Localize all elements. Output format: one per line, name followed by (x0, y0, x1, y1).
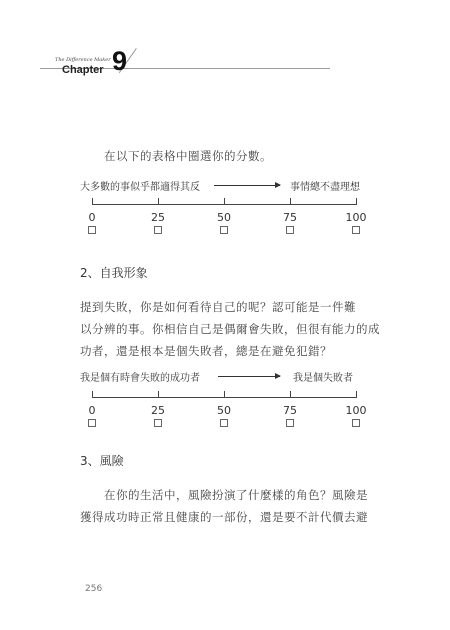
scale2-tick (356, 391, 357, 397)
scale2-checkbox-75[interactable] (286, 419, 294, 427)
scale1-tick (92, 198, 93, 204)
scale1-line (92, 204, 357, 205)
scale2-tick-label: 0 (88, 404, 96, 417)
scale1-tick-label: 75 (283, 211, 297, 224)
scale2-line (92, 397, 357, 398)
scale2-tick (158, 391, 159, 397)
scale2-tick-label: 100 (345, 404, 367, 417)
scale2-tick-label: 50 (217, 404, 231, 417)
scale1-tick (224, 198, 225, 204)
section3-line-2: 獲得成功時正常且健康的一部份，還是要不計代價去避 (80, 510, 368, 524)
section2-line-1: 提到失敗，你是如何看待自己的呢？認可能是一件難 (80, 300, 356, 314)
scale2-tick (224, 391, 225, 397)
scale1-checkbox-75[interactable] (286, 226, 294, 234)
scale2-checkbox-50[interactable] (220, 419, 228, 427)
page-number: 256 (85, 584, 103, 594)
scale1-left-label: 大多數的事似乎都適得其反 (80, 182, 200, 193)
section2-line-2: 以分辨的事。你相信自己是偶爾會失敗，但很有能力的成 (80, 322, 380, 336)
scale1-tick-label: 0 (88, 211, 96, 224)
scale2-checkbox-0[interactable] (88, 419, 96, 427)
scale2-checkbox-100[interactable] (352, 419, 360, 427)
scale1-tick (356, 198, 357, 204)
intro-text: 在以下的表格中圈選你的分數。 (104, 149, 272, 163)
scale2-tick (290, 391, 291, 397)
section2-line-3: 功者，還是根本是個失敗者，總是在避免犯錯？ (80, 344, 332, 358)
chapter-label: Chapter (62, 64, 104, 76)
scale1-checkbox-25[interactable] (154, 226, 162, 234)
scale1-right-label: 事情總不盡理想 (290, 182, 360, 193)
scale1-tick-label: 25 (151, 211, 165, 224)
section3-title: 3、風險 (80, 454, 124, 468)
scale1-arrow (214, 185, 280, 186)
scale1-tick (290, 198, 291, 204)
scale2-checkbox-25[interactable] (154, 419, 162, 427)
header-subtitle: The Difference Maker (55, 57, 111, 63)
scale1-checkbox-100[interactable] (352, 226, 360, 234)
scale2-left-label: 我是個有時會失敗的成功者 (80, 373, 200, 384)
chapter-number: 9 (112, 46, 128, 76)
section3-line-1: 在你的生活中，風險扮演了什麼樣的角色？風險是 (104, 488, 368, 502)
scale1-tick-label: 100 (345, 211, 367, 224)
scale2-tick-label: 25 (151, 404, 165, 417)
scale2-tick (92, 391, 93, 397)
scale1-checkbox-0[interactable] (88, 226, 96, 234)
scale2-right-label: 我是個失敗者 (293, 373, 353, 384)
scale1-tick-label: 50 (217, 211, 231, 224)
scale2-arrow (218, 376, 280, 377)
scale2-tick-label: 75 (283, 404, 297, 417)
scale1-checkbox-50[interactable] (220, 226, 228, 234)
scale1-tick (158, 198, 159, 204)
section2-title: 2、自我形象 (80, 266, 148, 280)
